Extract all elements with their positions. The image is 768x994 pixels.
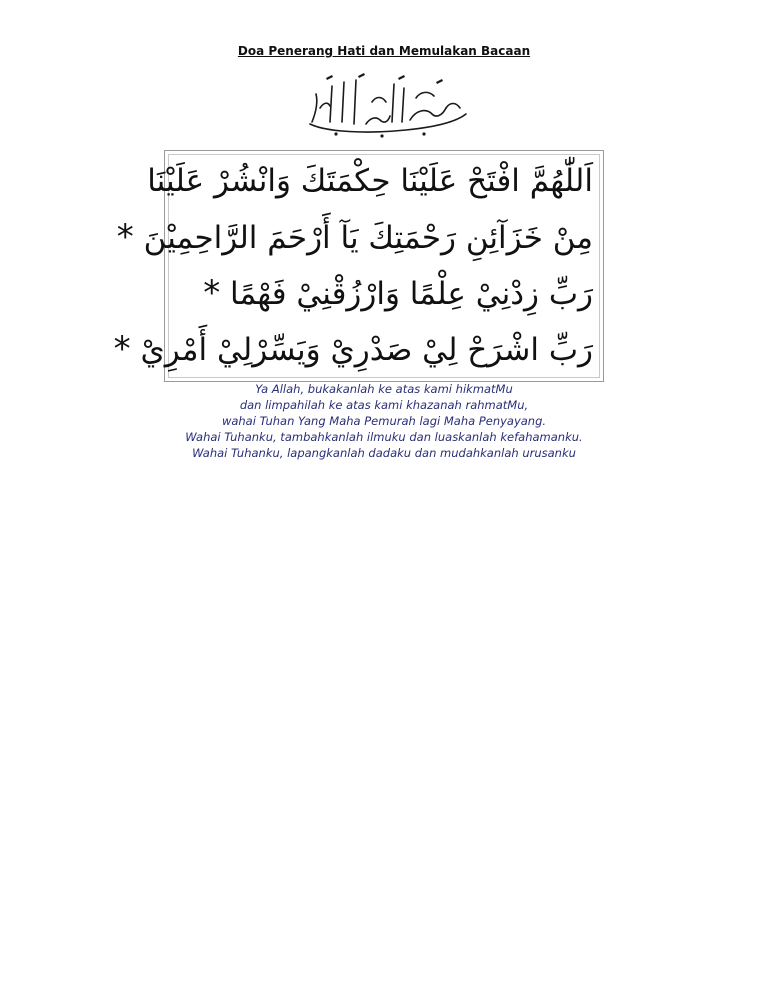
translation-line-5: Wahai Tuhanku, lapangkanlah dadaku dan mudahkanlah urusanku	[192, 446, 576, 460]
translation-line-4: Wahai Tuhanku, tambahkanlah ilmuku dan luaskanlah kefahamanku.	[185, 430, 583, 444]
arabic-line-3-text: رَبِّ زِدْنِيْ عِلْمًا وَارْزُقْنِيْ فَهْمًا	[230, 276, 593, 312]
asterisk-separator: *	[203, 273, 221, 313]
arabic-line-1	[147, 153, 593, 209]
translation-block	[0, 381, 768, 461]
arabic-line-4-text: رَبِّ اشْرَحْ لِيْ صَدْرِيْ وَيَسِّرْلِيْ أَمْرِيْ	[140, 332, 593, 368]
doa-arabic-box	[113, 150, 604, 382]
arabic-line-2-text: مِنْ خَزَآئِنِ رَحْمَتِكَ يَآ أَرْحَمَ الرَّاحِمِيْنَ	[143, 220, 593, 256]
translation-line-2: dan limpahilah ke atas kami khazanah rahmatMu,	[239, 398, 529, 412]
arabic-line-3	[173, 265, 593, 321]
asterisk-separator: *	[116, 217, 134, 257]
asterisk-separator: *	[113, 329, 131, 369]
arabic-line-1-text: اَللّٰهُمَّ افْتَحْ عَلَيْنَا حِكْمَتَكَ وَانْشُرْ عَلَيْنَا	[147, 163, 593, 199]
translation-line-1: Ya Allah, bukakanlah ke atas kami hikmatMu	[255, 382, 513, 396]
translation-line-3: wahai Tuhan Yang Maha Pemurah lagi Maha Penyayang.	[221, 414, 547, 428]
basmalah-calligraphy	[296, 72, 472, 144]
page-title: Doa Penerang Hati dan Memulakan Bacaan	[237, 44, 531, 58]
arabic-line-2	[116, 209, 593, 265]
arabic-line-4	[113, 321, 593, 377]
